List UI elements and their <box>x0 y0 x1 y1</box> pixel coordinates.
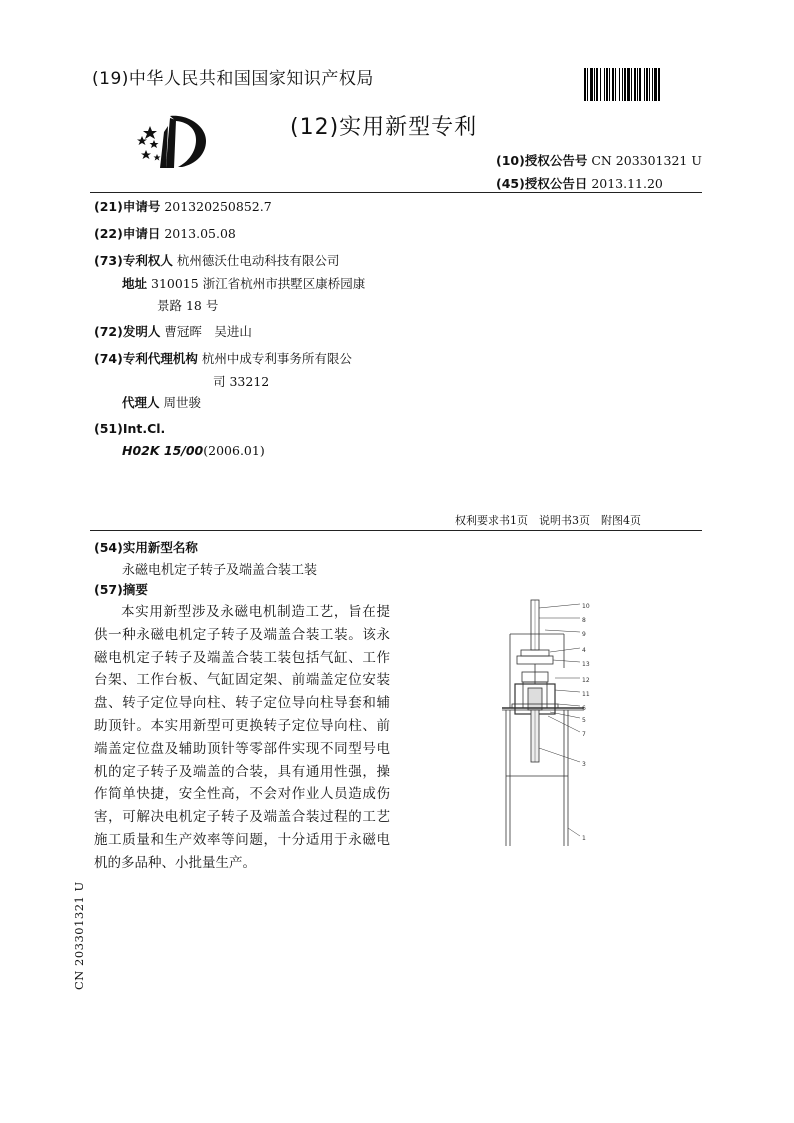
drawing-label: 11 <box>582 691 590 698</box>
cnipa-logo <box>130 110 210 172</box>
drawing-label: 9 <box>582 631 586 638</box>
utility-model-title: 永磁电机定子转子及端盖合装工装 <box>122 563 318 578</box>
abstract-drawing <box>500 598 608 846</box>
title-label: (54)实用新型名称 <box>94 540 198 555</box>
drawing-label: 8 <box>582 617 586 624</box>
intcl-row <box>122 443 265 458</box>
drawing-label: 10 <box>582 603 590 610</box>
drawing-label: 12 <box>582 677 590 684</box>
address-line-2: 景路 18 号 <box>157 298 219 313</box>
inventors: 曹冠晖 吴进山 <box>164 324 252 339</box>
agent-row <box>122 393 201 411</box>
drawing-label: 6 <box>582 705 586 712</box>
drawing-label: 3 <box>582 761 586 768</box>
publication-number: CN 203301321 U <box>591 153 702 168</box>
patentee-label: (73)专利权人 <box>94 253 173 268</box>
drawing-label: 1 <box>582 835 586 842</box>
publication-number-label: (10)授权公告号 <box>496 153 588 168</box>
office-name: (19)中华人民共和国国家知识产权局 <box>92 69 374 89</box>
side-publication-number: CN 203301321 U <box>72 881 86 990</box>
publication-date-label: (45)授权公告日 <box>496 176 588 191</box>
drawing-label: 4 <box>582 647 586 654</box>
abstract-label: (57)摘要 <box>94 582 148 597</box>
patentee-row <box>94 251 339 269</box>
header-divider <box>90 192 702 193</box>
address-row <box>122 274 365 292</box>
publication-number-row <box>496 151 702 169</box>
inventors-label: (72)发明人 <box>94 324 161 339</box>
publication-date-row <box>496 174 663 192</box>
document-type: (12)实用新型专利 <box>290 115 478 140</box>
agent-label: 代理人 <box>122 395 160 410</box>
agency-line-2: 司 33212 <box>213 374 270 389</box>
page-count: 权利要求书1页 说明书3页 附图4页 <box>455 514 641 527</box>
application-date: 2013.05.08 <box>164 226 236 241</box>
drawing-label: 5 <box>582 717 586 724</box>
address-label: 地址 <box>122 276 148 291</box>
intcl-code: H02K 15/00 <box>122 443 204 458</box>
drawing-label: 7 <box>582 731 586 738</box>
abstract-body <box>94 601 390 875</box>
application-number-row <box>94 197 272 215</box>
agent: 周世骏 <box>163 395 202 410</box>
inventors-row <box>94 322 252 340</box>
pages-divider <box>90 530 702 531</box>
intcl-version: (2006.01) <box>203 443 265 458</box>
publication-date: 2013.11.20 <box>591 176 663 191</box>
agency-label: (74)专利代理机构 <box>94 351 198 366</box>
agency-line-1: 杭州中成专利事务所有限公 <box>201 351 352 366</box>
address-line-1: 310015 浙江省杭州市拱墅区康桥园康 <box>151 276 366 291</box>
abstract-text: 本实用新型涉及永磁电机制造工艺，旨在提供一种永磁电机定子转子及端盖合装工装。该永磁电机定子转子及端盖合装工装包括气缸、工作台架、工作台板、气缸固定架、前端盖定位安装盘、转子定位导向柱、转子定位导向柱导套和辅助顶针。本实用新型可更换转子定位导向柱、前端盖定位盘及辅助顶针等零部件实现不同型号电机的定子转子及端盖的合装，具有通用性强，操作简单快捷，安全性高，不会对作业人员造成伤害，可解决电机定子转子及端盖合装过程的工艺施工质量和生产效率等问题，十分适用于永磁电机的多品种、小批量生产。 <box>94 604 390 871</box>
application-number: 201320250852.7 <box>164 199 272 214</box>
intcl-label: (51)Int.Cl. <box>94 421 166 436</box>
agency-row <box>94 349 352 367</box>
drawing-label: 13 <box>582 661 590 668</box>
application-number-label: (21)申请号 <box>94 199 161 214</box>
patentee: 杭州德沃仕电动科技有限公司 <box>176 253 340 268</box>
barcode <box>584 68 696 101</box>
application-date-row <box>94 224 236 242</box>
application-date-label: (22)申请日 <box>94 226 161 241</box>
